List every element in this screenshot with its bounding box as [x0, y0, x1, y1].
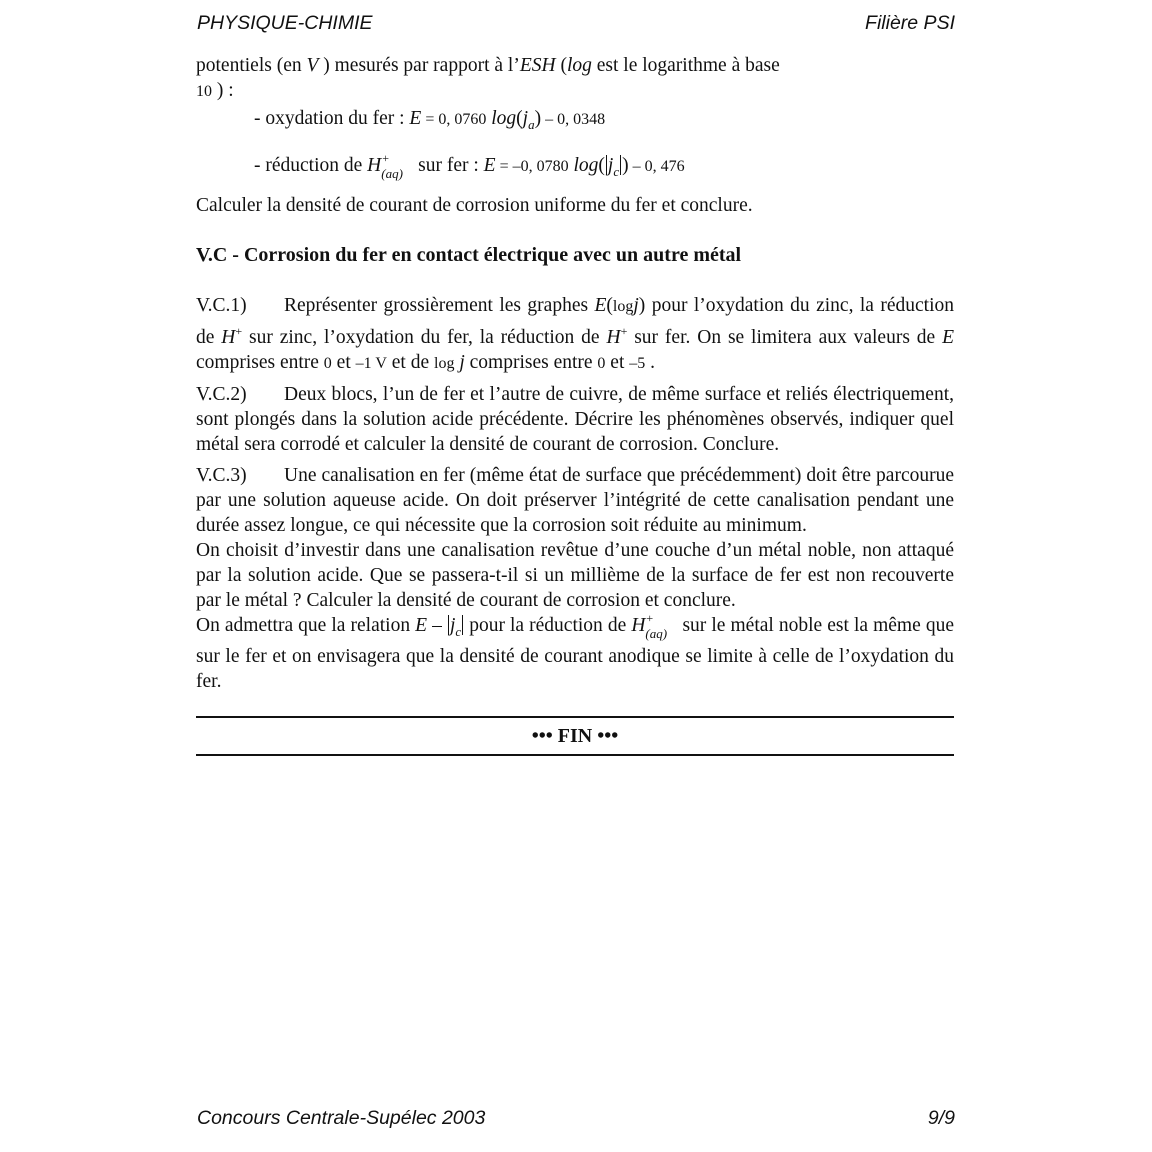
symbol-h-sup: +	[646, 611, 654, 625]
page-footer	[197, 1107, 955, 1130]
page-content	[196, 53, 954, 756]
symbol-e: E	[594, 295, 607, 316]
question-text: pour la réduction de	[464, 615, 632, 636]
symbol-h-sup: +	[620, 324, 628, 338]
symbol-h-sub: (aq)	[645, 626, 668, 641]
question-text: et de	[386, 352, 434, 373]
paren: )	[638, 295, 646, 316]
question-number: V.C.1)	[196, 295, 247, 316]
question-text: sur le métal noble est la même que sur le fer et on envisagera que la densité de courant anodique se limite à celle de l’oxydation du fer.	[196, 615, 954, 692]
end-marker: ••• FIN •••	[531, 725, 619, 747]
question-text: Une canalisation en fer (même état de surface que précédemment) doit être parcourue par une solution aqueuse acide. On doit préserver l’intégrité de cette canalisation pendant une durée assez longue, ce qui nécessite que la corrosion soit réduite au minimum.	[196, 465, 954, 536]
log-symbol: log	[434, 355, 455, 372]
intro-text: est le logarithme à base	[591, 55, 780, 76]
formula-paren: )	[534, 108, 542, 129]
log-symbol: log	[566, 55, 592, 76]
header-track: Filière PSI	[865, 12, 955, 34]
symbol-j: j	[449, 615, 456, 636]
value-zero: 0	[597, 355, 606, 372]
abs-bar	[448, 615, 449, 635]
conclude-instruction: Calculer la densité de courant de corrosion uniforme du fer et conclure.	[196, 195, 753, 216]
base-ten: 10	[196, 83, 212, 100]
question-text: Représenter grossièrement les graphes	[284, 295, 595, 316]
question-number: V.C.3)	[196, 465, 247, 486]
unit-v: V	[306, 55, 319, 76]
question-text: comprises entre	[464, 352, 598, 373]
question-vc2	[196, 382, 954, 457]
header-subject: PHYSIQUE-CHIMIE	[197, 12, 373, 34]
footer-page-number: 9/9	[927, 1107, 955, 1129]
question-vc3-paragraph-2: On choisit d’investir dans une canalisation revêtue d’une couche d’un métal noble, non attaqué par la solution acide. Que se passera-t-il si un millième de la surface de fer est non recouverte par le métal ? Calculer la densité de courant de corrosion et conclure.	[196, 540, 954, 611]
intro-text: ) :	[212, 80, 234, 101]
value-minus-one-volt: –1 V	[355, 355, 387, 372]
value-zero: 0	[323, 355, 332, 372]
formula-rest: – 0, 0348	[541, 111, 606, 128]
intro-text: potentiels (en	[196, 55, 307, 76]
formula-reduction	[254, 153, 954, 184]
formula-paren: )	[622, 155, 629, 176]
symbol-h-sup: +	[235, 324, 243, 338]
formula-paren: (	[516, 108, 523, 129]
formula-coef: 0, 0760	[438, 111, 487, 128]
section-title: V.C - Corrosion du fer en contact électrique avec un autre métal	[196, 244, 742, 266]
formula-oxidation	[254, 106, 954, 137]
formula-eq: =	[421, 111, 439, 128]
question-number: V.C.2)	[196, 384, 247, 405]
formula-eq: =	[495, 158, 513, 175]
abs-bar	[606, 155, 607, 175]
question-text: sur zinc, l’oxydation du fer, la réduction de	[242, 327, 607, 348]
formula-h-sub: (aq)	[381, 166, 403, 181]
formula-label: - réduction de	[254, 155, 368, 176]
formula-label: - oxydation du fer :	[254, 108, 410, 129]
formula-e: E	[409, 108, 422, 129]
formula-log: log	[568, 155, 599, 176]
formula-log: log	[486, 108, 517, 129]
symbol-e: E	[942, 327, 954, 348]
log-symbol: log	[612, 298, 634, 315]
symbol-h: H	[631, 615, 646, 636]
formula-paren: (	[598, 155, 605, 176]
esh-symbol: ESH	[519, 55, 556, 76]
value-minus-five: –5	[629, 355, 646, 372]
intro-text: ) mesurés par rapport à l’	[318, 55, 520, 76]
question-vc1	[196, 293, 954, 376]
formula-coef: –0, 0780	[512, 158, 569, 175]
formula-label: sur fer :	[413, 155, 484, 176]
question-text: pour l’oxydation du zinc, la réduction de	[196, 295, 954, 348]
symbol-h: H	[606, 327, 621, 348]
abs-bar	[462, 615, 463, 635]
question-text: sur fer. On se limitera aux valeurs de	[627, 327, 943, 348]
question-text: On admettra que la relation	[196, 615, 416, 636]
page-header	[197, 12, 955, 35]
symbol-j: j	[459, 352, 465, 373]
question-text: et	[605, 352, 630, 373]
formula-h: H	[367, 155, 382, 176]
formula-j-sub: c	[613, 164, 620, 179]
question-text: .	[645, 352, 655, 373]
intro-paragraph	[196, 53, 954, 104]
abs-bar	[620, 155, 621, 175]
paren: (	[606, 295, 613, 316]
symbol-h: H	[221, 327, 236, 348]
symbol-j-sub: c	[455, 624, 462, 639]
footer-competition: Concours Centrale-Supélec 2003	[197, 1107, 486, 1129]
dash: –	[427, 615, 447, 636]
question-text: Deux blocs, l’un de fer et l’autre de cuivre, de même surface et reliés électriquement, sont plongés dans la solution acide précédente. Décrire les phénomènes observés, indiquer quel métal sera corrodé et calculer la densité de courant de corrosion. Conclure.	[196, 384, 954, 455]
symbol-j: j	[633, 295, 639, 316]
question-vc3-paragraph-3	[196, 613, 954, 694]
question-text: et	[331, 352, 356, 373]
question-vc3	[196, 463, 954, 538]
formula-h-sup: +	[382, 151, 390, 165]
formula-e: E	[483, 155, 496, 176]
formula-rest: – 0, 476	[628, 158, 685, 175]
formula-j: j	[607, 155, 614, 176]
formula-j: j	[522, 108, 529, 129]
formula-j-sub: a	[528, 117, 535, 132]
symbol-e: E	[415, 615, 428, 636]
question-text: comprises entre	[196, 352, 324, 373]
intro-text: (	[555, 55, 567, 76]
end-rule-bottom	[196, 754, 954, 756]
